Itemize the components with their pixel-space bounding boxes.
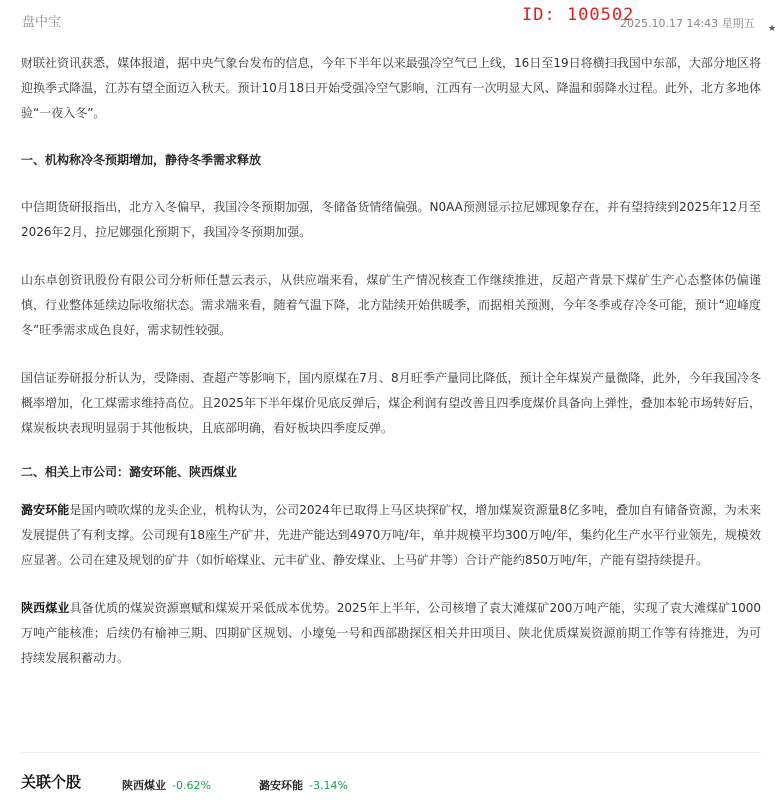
article-header (0, 0, 779, 38)
watermark-id: ID: 100502 (522, 5, 635, 25)
section-title-2: 二、相关上市公司：潞安环能、陕西煤业 (21, 465, 238, 479)
company-paragraph-shaanxi (21, 596, 761, 671)
company-name-luan: 潞安环能 (21, 503, 70, 517)
company-text-luan: 是国内喷吹煤的龙头企业，机构认为，公司2024年已取得上马区块探矿权，增加煤炭资源量8亿多吨，叠加自有储备资源，为未来发展提供了有利支撑。公司现有18座生产矿井，先进产能达到4970万吨/年，单井规模平均300万吨/年，集约化生产水平行业领先，规模效应显著。公司在建及规划的矿井（如忻峪煤业、元丰矿业、静安煤业、上马矿井等）合计产能约850万吨/年，产能有望持续提升。 (21, 503, 761, 567)
company-name-shaanxi: 陕西煤业 (21, 601, 70, 615)
star-icon[interactable]: ★ (768, 24, 777, 34)
section-divider (21, 752, 761, 753)
paragraph-guosen: 国信证券研报分析认为，受降雨、查超产等影响下，国内原煤在7月、8月旺季产量同比降低，预计全年煤炭产量微降，此外，今年我国冷冬概率增加，化工煤需求维持高位。且2025年下半年煤价见底反弹后，煤企利润有望改善且四季度煤价具备向上弹性，叠加本轮市场转好后，煤炭板块表现明显弱于其他板块，且底部明确，看好板块四季度反弹。 (21, 371, 761, 435)
company-text-shaanxi: 具备优质的煤炭资源禀赋和煤炭开采低成本优势。2025年上半年，公司核增了袁大滩煤矿200万吨产能，实现了袁大滩煤矿1000万吨产能核准；后续仍有榆神三期、四期矿区规划、小壕兔一号和西部勘探区相关井田项目、陕北优质煤炭资源前期工作等有待推进，为可持续发展积蓄动力。 (21, 601, 761, 665)
stock-name: 潞安环能 (259, 779, 303, 792)
article-body (21, 51, 761, 671)
stock-item-shaanxi[interactable] (122, 777, 211, 793)
section-title-1: 一、机构称冷冬预期增加，静待冬季需求释放 (21, 153, 262, 167)
paragraph-citic: 中信期货研报指出，北方入冬偏早，我国冷冬预期加强，冬储备货情绪偏强。N0AA预测显示拉尼娜现象存在，并有望持续到2025年12月至2026年2月，拉尼娜强化预期下，我国冷冬预期加强。 (21, 200, 761, 239)
company-paragraph-luan (21, 498, 761, 573)
related-title: 关联个股 (21, 773, 82, 791)
paragraph-zhuochuang: 山东卓创资讯股份有限公司分析师任慧云表示，从供应端来看，煤矿生产情况核查工作继续推进，反超产背景下煤矿生产心态整体仍偏谨慎，行业整体延续边际收缩状态。需求端来看，随着气温下降，北方陆续开始供暖季，而据相关预测，今年冬季或存冷冬可能，预计“迎峰度冬”旺季需求成色良好，需求韧性较强。 (21, 273, 761, 337)
related-stocks (21, 771, 761, 797)
brand-label: 盘中宝 (22, 15, 62, 30)
stock-name: 陕西煤业 (122, 779, 166, 792)
stock-change: -0.62% (172, 779, 211, 792)
intro-paragraph: 财联社资讯获悉，媒体报道，据中央气象台发布的信息，今年下半年以来最强冷空气已上线，16日至19日将横扫我国中东部，大部分地区将迎换季式降温，江苏有望全面迈入秋天。预计10月18日开始受强冷空气影响，江西有一次明显大风、降温和弱降水过程。此外，北方多地体验“一夜入冬”。 (21, 56, 761, 120)
stock-change: -3.14% (309, 779, 348, 792)
publish-datetime: 2025.10.17 14:43 星期五 (620, 17, 755, 30)
stock-item-luan[interactable] (259, 777, 348, 793)
